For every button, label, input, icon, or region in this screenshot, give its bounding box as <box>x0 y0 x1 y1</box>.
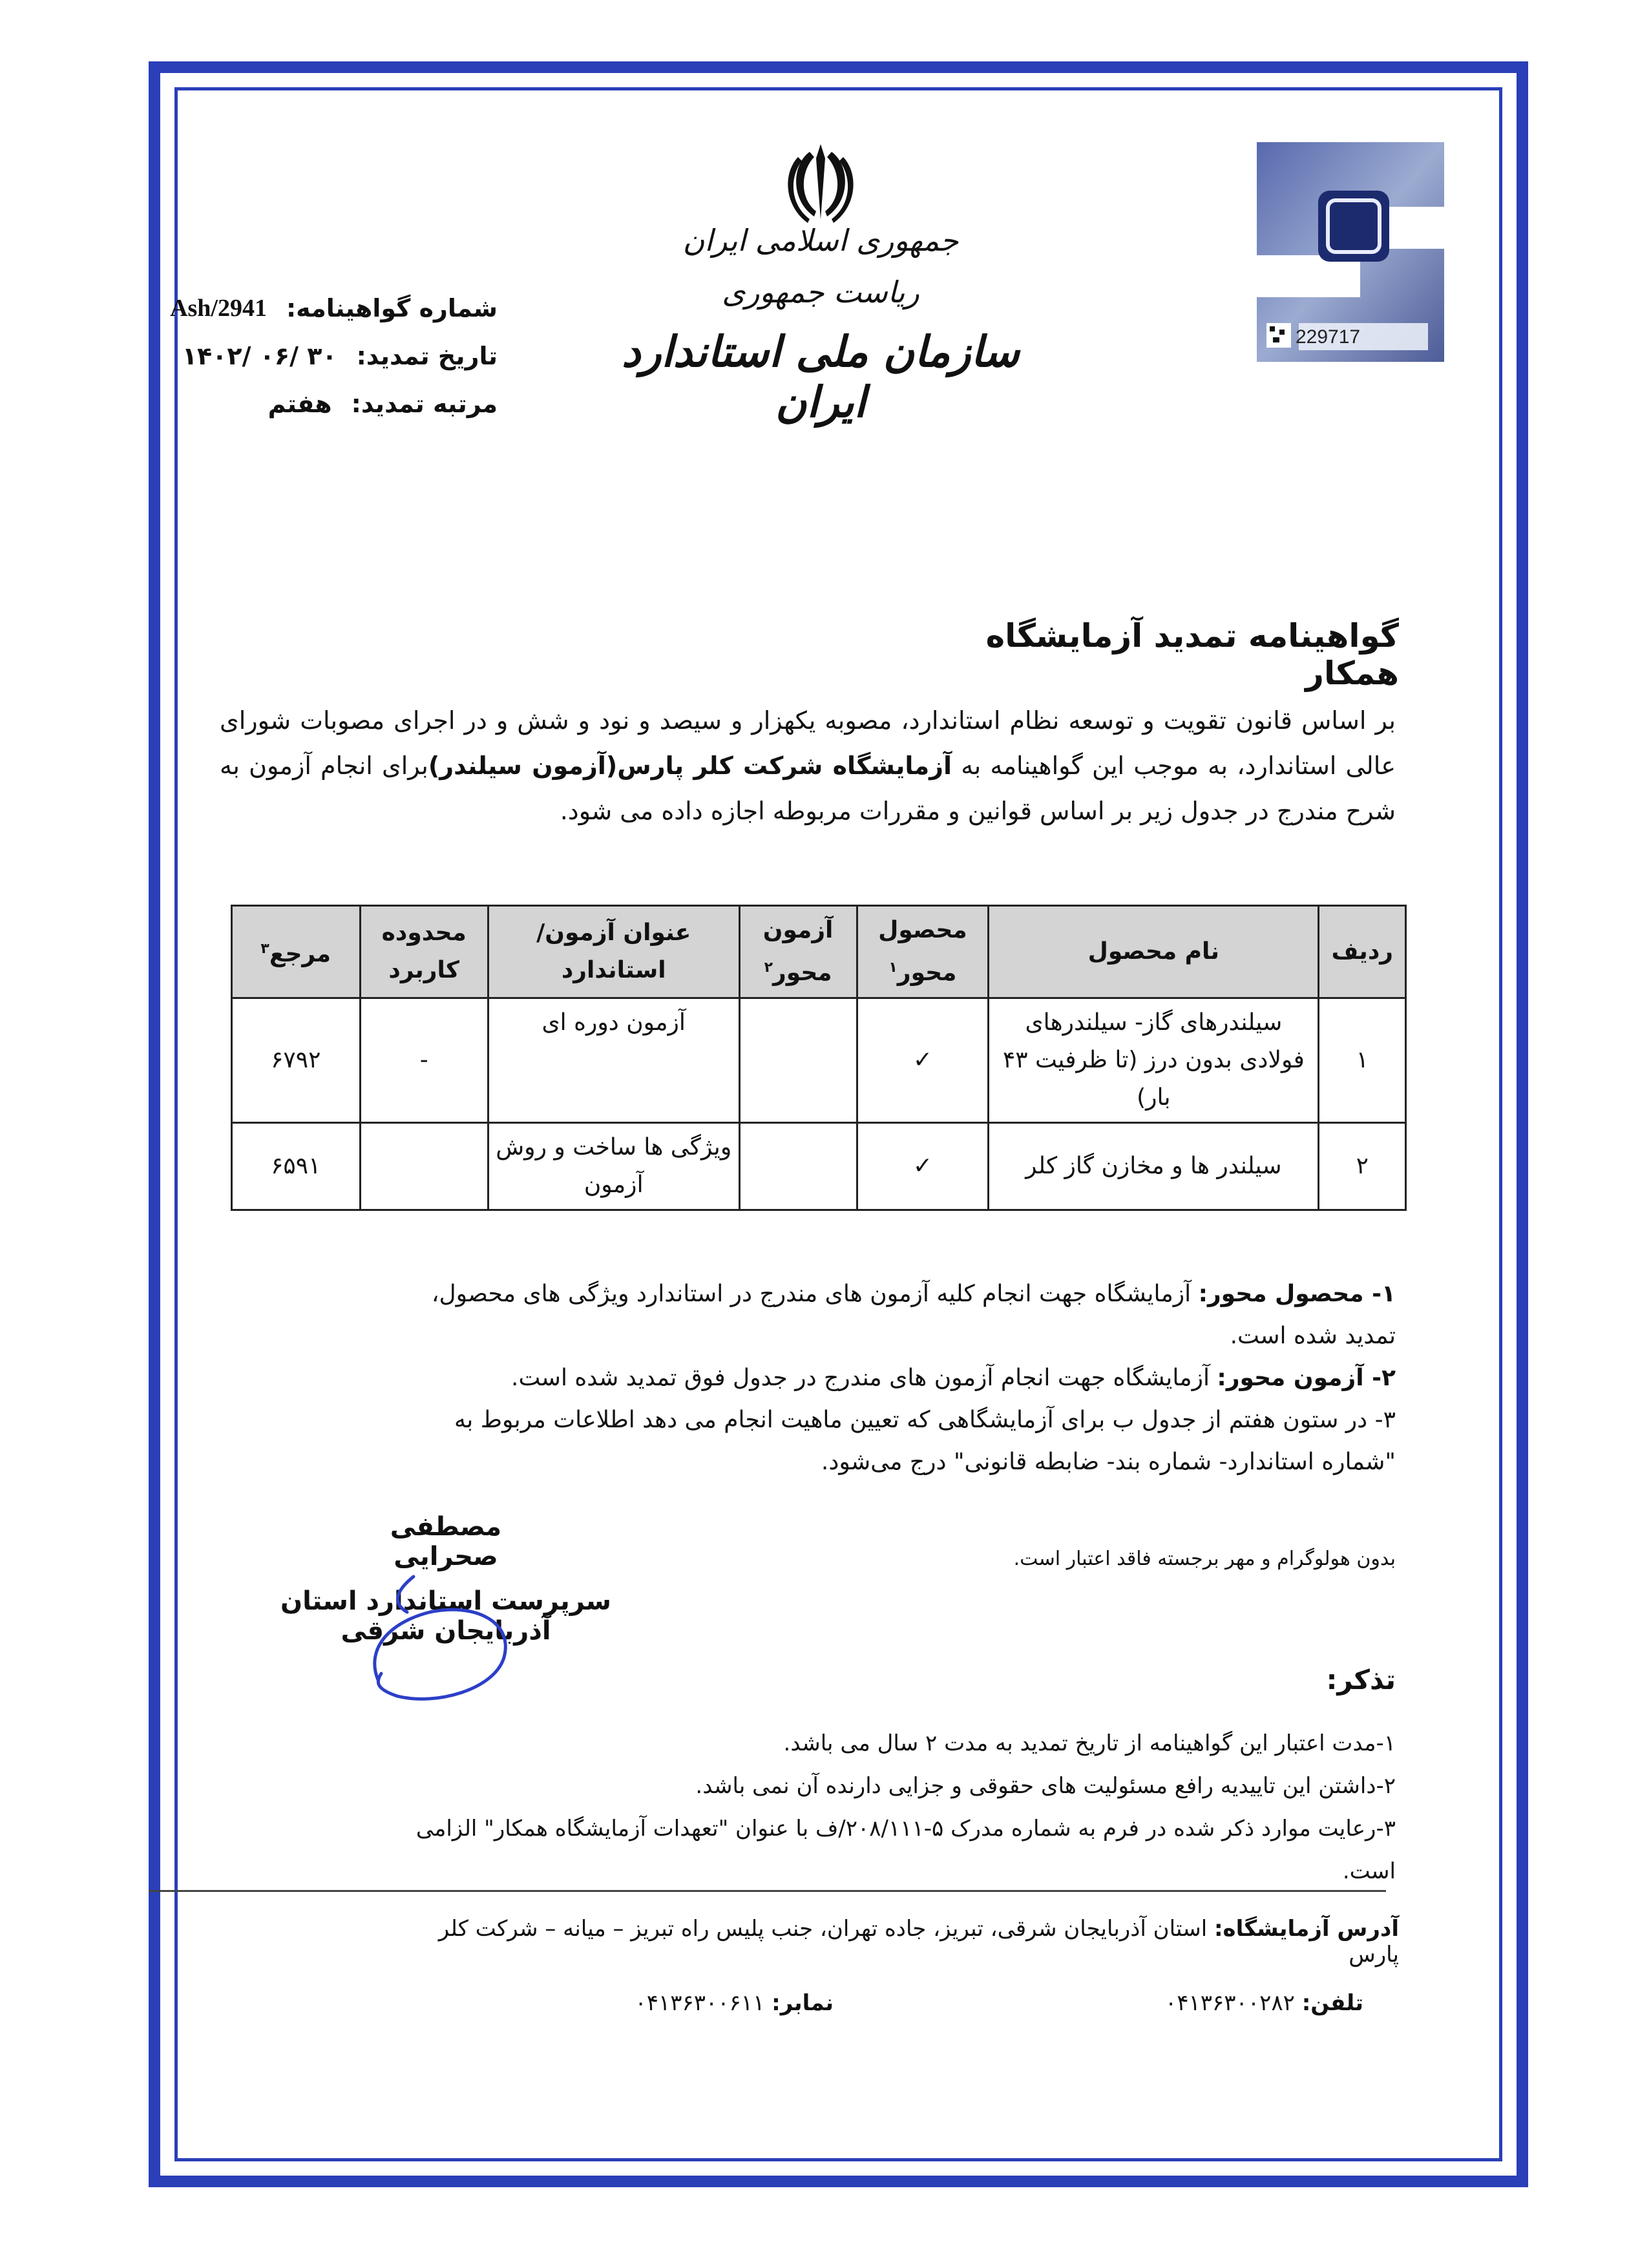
signatory-role: سرپرست استاندارد استان آذربایجان شرقی <box>280 1586 611 1646</box>
address-label: آدرس آزمایشگاه: <box>1213 1916 1399 1942</box>
cell-row: ۲ <box>1319 1123 1406 1210</box>
intro-paragraph <box>220 698 1396 834</box>
cell-test-title: آزمون دوره ای <box>488 998 739 1123</box>
reminder-item: ۲-داشتن این تاییدیه رافع مسئولیت های حقوقی و جزایی دارنده آن نمی باشد. <box>695 1773 1396 1799</box>
tel-value: ۰۴۱۳۶۳۰۰۲۸۲ <box>1164 1990 1302 2016</box>
tel-label: تلفن: <box>1301 1990 1363 2016</box>
document-title: گواهینامه تمدید آزمایشگاه همکار <box>985 617 1399 692</box>
footnote: ۳- در ستون هفتم از جدول ب برای آزمایشگاهی که تعیین ماهیت انجام می دهد اطلاعات مربوط به "شماره استاندارد- شماره بند- ضابطه قانونی" درج می‌شود. <box>454 1407 1396 1475</box>
lab-phone <box>924 1990 1363 2016</box>
lab-fax <box>420 1990 834 2016</box>
handwritten-signature-icon <box>352 1551 546 1719</box>
cert-number-label: شماره گواهینامه: <box>286 294 498 322</box>
cell-reference: ۶۵۹۱ <box>232 1123 361 1210</box>
col-scope: محدوده کاربرد <box>360 906 488 998</box>
table-footnotes <box>375 1273 1396 1483</box>
cell-product-name: سیلندرهای گاز- سیلندرهای فولادی بدون درز (تا ظرفیت ۴۳ بار) <box>989 998 1319 1123</box>
footer-divider <box>149 1890 1386 1892</box>
cell-scope <box>360 1123 488 1210</box>
cell-test-focus <box>739 1123 857 1210</box>
renewal-rank-value: هفتم <box>268 390 332 418</box>
fax-label: نمابر: <box>772 1990 834 2016</box>
table-header-row <box>232 906 1406 998</box>
renewal-date-value: ۱۴۰۲/ ۰۶/ ۳۰ <box>182 342 337 370</box>
footnote: ۱- محصول محور: آزمایشگاه جهت انجام کلیه آزمون های مندرج در استاندارد ویژگی های محصول، تمدید شده است. <box>431 1281 1396 1349</box>
table-row <box>232 998 1406 1123</box>
renewal-rank-label: مرتبه تمدید: <box>351 390 498 418</box>
col-row: ردیف <box>1319 906 1406 998</box>
cell-product-name: سیلندر ها و مخازن گاز کلر <box>989 1123 1319 1210</box>
cell-test-title: ویژگی ها ساخت و روش آزمون <box>488 1123 739 1210</box>
cell-product-focus: ✓ <box>857 998 989 1123</box>
gov-line-republic: جمهوری اسلامی ایران <box>682 223 959 258</box>
org-name: سازمان ملی استاندارد ایران <box>622 326 1020 427</box>
table-row <box>232 1123 1406 1210</box>
scope-table <box>231 905 1407 1211</box>
intro-part1: بر اساس قانون تقویت و توسعه نظام استاندارد، مصوبه یکهزار و سیصد و نود و شش و در اجرای مصوبات شورای عالی استاندارد، به موجب این گواهینامه به <box>220 706 1396 780</box>
cert-number-value: Ash/2941 <box>170 295 267 322</box>
col-product-focus: محصول محور$^۱$ <box>857 906 989 998</box>
cell-scope: - <box>360 998 488 1123</box>
renewal-date-label: تاریخ تمدید: <box>356 342 498 370</box>
fax-value: ۰۴۱۳۶۳۰۰۶۱۱ <box>635 1990 772 2016</box>
cell-product-focus: ✓ <box>857 1123 989 1210</box>
iran-emblem-icon <box>779 139 863 229</box>
signatory-name: مصطفی صحرایی <box>390 1512 502 1571</box>
reminder-item: ۱-مدت اعتبار این گواهینامه از تاریخ تمدید به مدت ۲ سال می باشد. <box>783 1730 1396 1756</box>
col-product-name: نام محصول <box>989 906 1319 998</box>
renewal-rank-row <box>194 380 498 428</box>
footnote: ۲- آزمون محور: آزمایشگاه جهت انجام آزمون های مندرج در جدول فوق تمدید شده است. <box>511 1365 1396 1391</box>
intro-lab-name: آزمایشگاه شرکت کلر پارس(آزمون سیلندر) <box>428 751 952 780</box>
certificate-meta <box>170 284 498 428</box>
cell-reference: ۶۷۹۲ <box>232 998 361 1123</box>
cert-number-row <box>170 284 498 332</box>
col-test-title: عنوان آزمون/استاندارد <box>488 906 739 998</box>
gov-line-presidency: ریاست جمهوری <box>722 275 919 310</box>
renewal-date-row <box>182 332 498 380</box>
cell-row: ۱ <box>1319 998 1406 1123</box>
hologram-validity-note: بدون هولوگرام و مهر برجسته فاقد اعتبار است. <box>1013 1548 1396 1570</box>
hologram-serial: 229717 <box>1296 326 1361 348</box>
reminder-item: ۳-رعایت موارد ذکر شده در فرم به شماره مدرک ۵-۲۰۸/۱۱۱/ف با عنوان "تعهدات آزمایشگاه همکار" الزامی است. <box>415 1816 1396 1884</box>
col-test-focus: آزمون محور$^۲$ <box>739 906 857 998</box>
cell-test-focus <box>739 998 857 1123</box>
reminders-list <box>375 1722 1396 1893</box>
lab-address <box>388 1916 1399 1968</box>
address-value: استان آذربایجان شرقی، تبریز، جاده تهران، جنب پلیس راه تبریز – میانه – شرکت کلر پارس <box>438 1916 1399 1968</box>
intro-part2: برای انجام آزمون به شرح مندرج در جدول زیر بر اساس قوانین و مقررات مربوطه اجازه داده می شود. <box>220 751 1396 825</box>
reminders-title: تذکر: <box>1326 1664 1396 1696</box>
col-reference: مرجع$^۳$ <box>232 906 361 998</box>
